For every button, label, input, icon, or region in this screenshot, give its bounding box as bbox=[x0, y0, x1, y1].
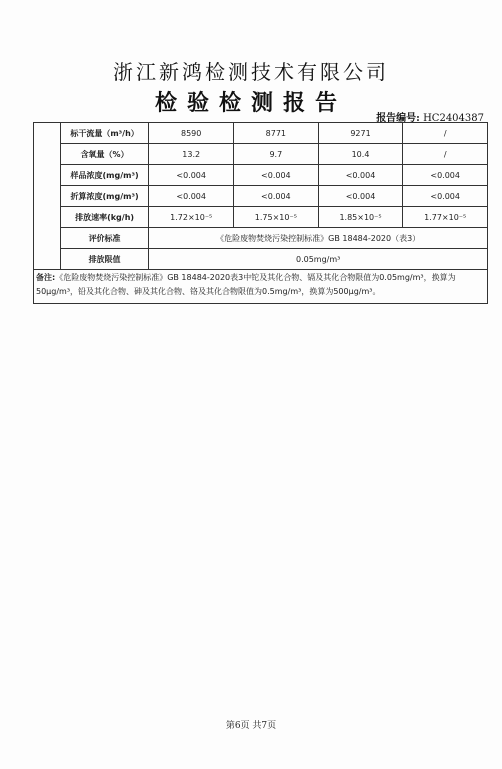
table-row bbox=[34, 228, 488, 249]
table-row bbox=[34, 207, 488, 228]
value-cell: <0.004 bbox=[318, 186, 403, 207]
standard-label: 评价标准 bbox=[60, 228, 149, 249]
report-number-label: 报告编号: bbox=[376, 113, 420, 124]
limit-value: 0.05mg/m³ bbox=[149, 249, 488, 270]
value-cell: <0.004 bbox=[403, 186, 488, 207]
param-label: 排放速率(kg/h) bbox=[60, 207, 149, 228]
param-label: 标干流量（m³/h） bbox=[60, 123, 149, 144]
value-cell: / bbox=[403, 123, 488, 144]
standard-value: 《危险废物焚烧污染控制标准》GB 18484-2020（表3） bbox=[149, 228, 488, 249]
param-label: 样品浓度(mg/m³) bbox=[60, 165, 149, 186]
value-cell: 10.4 bbox=[318, 144, 403, 165]
table-row bbox=[34, 249, 488, 270]
table-row bbox=[34, 123, 488, 144]
value-cell: 9271 bbox=[318, 123, 403, 144]
remarks-text: 《危险废物焚烧污染控制标准》GB 18484-2020表3中铊及其化合物、镉及其化合物限值为0.05mg/m³，换算为50μg/m³，铅及其化合物、砷及其化合物、铬及其化合物限值为0.5mg/m³，换算为500μg/m³。 bbox=[36, 273, 456, 296]
value-cell: <0.004 bbox=[149, 186, 234, 207]
value-cell: 1.77×10⁻⁵ bbox=[403, 207, 488, 228]
value-cell: 1.85×10⁻⁵ bbox=[318, 207, 403, 228]
table-row bbox=[34, 144, 488, 165]
table-row bbox=[34, 186, 488, 207]
param-label: 折算浓度(mg/m³) bbox=[60, 186, 149, 207]
value-cell: 8771 bbox=[234, 123, 319, 144]
table-row bbox=[34, 165, 488, 186]
value-cell: 8590 bbox=[149, 123, 234, 144]
limit-label: 排放限值 bbox=[60, 249, 149, 270]
value-cell: 1.75×10⁻⁵ bbox=[234, 207, 319, 228]
remarks bbox=[33, 268, 488, 304]
page-number: 第6页 共7页 bbox=[225, 721, 277, 731]
remarks-label: 备注: bbox=[36, 273, 56, 282]
value-cell: <0.004 bbox=[149, 165, 234, 186]
value-cell: 1.72×10⁻⁵ bbox=[149, 207, 234, 228]
value-cell: 13.2 bbox=[149, 144, 234, 165]
results-table bbox=[33, 122, 488, 270]
report-number-value: HC2404387 bbox=[423, 113, 484, 124]
param-label: 含氧量（%） bbox=[60, 144, 149, 165]
company-name: 浙江新鸿检测技术有限公司 bbox=[113, 60, 389, 84]
value-cell: / bbox=[403, 144, 488, 165]
value-cell: 9.7 bbox=[234, 144, 319, 165]
report-title: 检验检测报告 bbox=[154, 90, 347, 116]
value-cell: <0.004 bbox=[234, 186, 319, 207]
table-lead-cell bbox=[34, 123, 61, 270]
value-cell: <0.004 bbox=[403, 165, 488, 186]
value-cell: <0.004 bbox=[318, 165, 403, 186]
value-cell: <0.004 bbox=[234, 165, 319, 186]
